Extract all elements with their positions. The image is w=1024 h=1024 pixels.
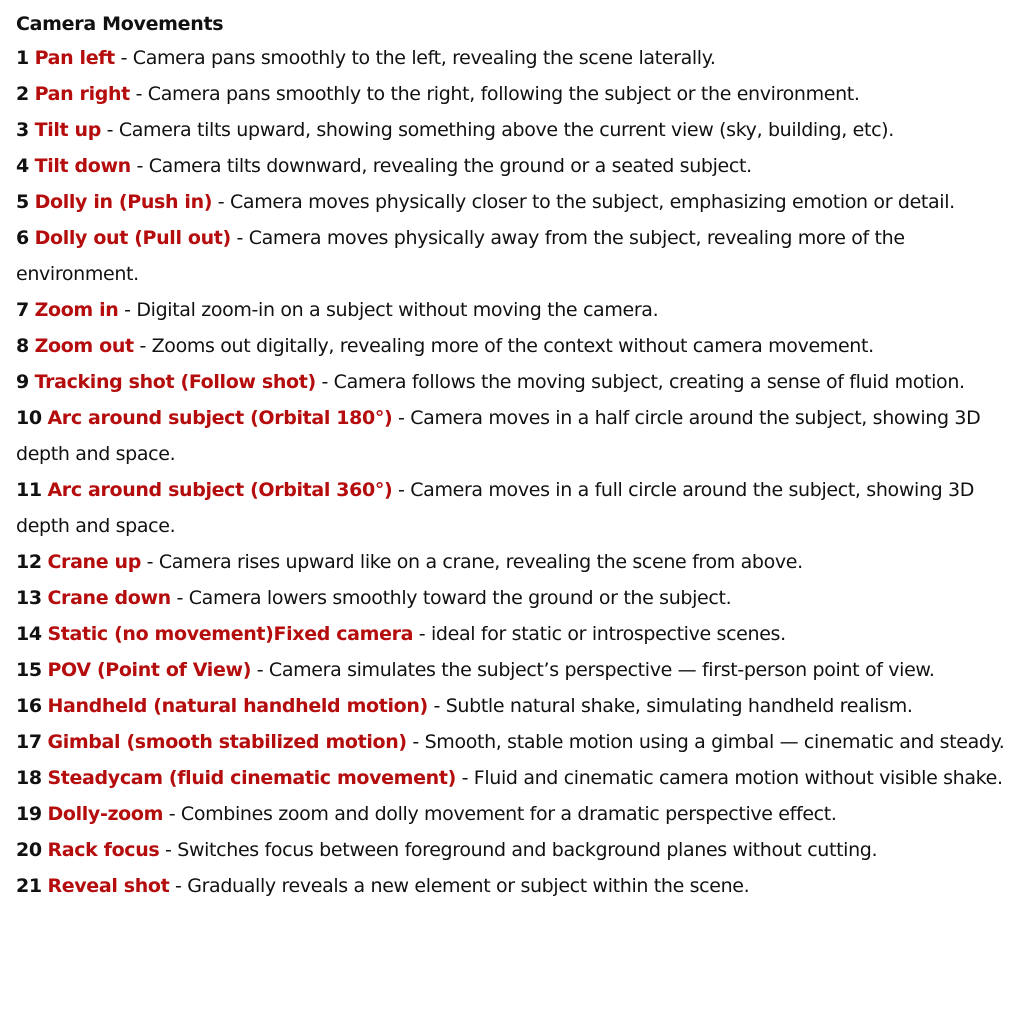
item-term: Gimbal (smooth stabilized motion): [47, 731, 407, 753]
item-term: Zoom out: [34, 335, 134, 357]
list-item: [16, 724, 1016, 760]
item-description: - Camera moves in a half circle around the subject, showing 3D depth and space.: [16, 407, 981, 465]
list-item: [16, 40, 1016, 76]
item-number: 8: [16, 335, 29, 357]
item-term: Crane down: [47, 587, 171, 609]
list-item: [16, 868, 1016, 904]
item-description: - Camera pans smoothly to the left, revealing the scene laterally.: [114, 47, 716, 69]
list-item: [16, 112, 1016, 148]
item-number: 13: [16, 587, 42, 609]
item-description: - Camera tilts upward, showing something above the current view (sky, building, etc).: [100, 119, 894, 141]
item-number: 5: [16, 191, 29, 213]
item-number: 1: [16, 47, 29, 69]
list-item: [16, 364, 1016, 400]
item-term: Zoom in: [34, 299, 119, 321]
list-item: [16, 400, 1016, 472]
item-description: - Fluid and cinematic camera motion without visible shake.: [455, 767, 1003, 789]
item-description: - Camera follows the moving subject, creating a sense of fluid motion.: [315, 371, 965, 393]
item-term: Dolly-zoom: [47, 803, 164, 825]
list-item: [16, 292, 1016, 328]
item-description: - Camera moves in a full circle around the subject, showing 3D depth and space.: [16, 479, 975, 537]
item-term: Dolly out (Pull out): [34, 227, 231, 249]
item-number: 4: [16, 155, 29, 177]
item-description: - Camera moves physically closer to the subject, emphasizing emotion or detail.: [212, 191, 955, 213]
item-term: Reveal shot: [47, 875, 170, 897]
list-item: [16, 832, 1016, 868]
list-item: [16, 472, 1016, 544]
item-number: 12: [16, 551, 42, 573]
item-number: 19: [16, 803, 42, 825]
item-number: 14: [16, 623, 42, 645]
camera-movements-document: [16, 8, 1016, 904]
item-term: Pan left: [34, 47, 115, 69]
item-term: Arc around subject (Orbital 180°): [47, 407, 393, 429]
item-term: Static (no movement)Fixed camera: [47, 623, 414, 645]
item-number: 18: [16, 767, 42, 789]
item-number: 17: [16, 731, 42, 753]
item-term: Tracking shot (Follow shot): [34, 371, 316, 393]
item-term: Steadycam (fluid cinematic movement): [47, 767, 456, 789]
list-item: [16, 220, 1016, 292]
document-title: Camera Movements: [16, 13, 224, 35]
list-item: [16, 328, 1016, 364]
list-item: [16, 760, 1016, 796]
item-number: 15: [16, 659, 42, 681]
item-term: Rack focus: [47, 839, 160, 861]
list-item: [16, 616, 1016, 652]
item-description: - Camera lowers smoothly toward the ground or the subject.: [170, 587, 732, 609]
item-description: - Camera rises upward like on a crane, revealing the scene from above.: [140, 551, 803, 573]
item-description: - Subtle natural shake, simulating handheld realism.: [427, 695, 913, 717]
item-number: 16: [16, 695, 42, 717]
item-description: - Combines zoom and dolly movement for a dramatic perspective effect.: [163, 803, 837, 825]
item-number: 11: [16, 479, 42, 501]
item-number: 7: [16, 299, 29, 321]
list-item: [16, 796, 1016, 832]
list-item: [16, 148, 1016, 184]
item-term: Tilt down: [34, 155, 131, 177]
list-item: [16, 580, 1016, 616]
item-number: 3: [16, 119, 29, 141]
item-description: - Camera tilts downward, revealing the ground or a seated subject.: [130, 155, 752, 177]
list-item: [16, 688, 1016, 724]
item-number: 6: [16, 227, 29, 249]
item-term: Arc around subject (Orbital 360°): [47, 479, 393, 501]
item-term: Handheld (natural handheld motion): [47, 695, 428, 717]
list-item: [16, 184, 1016, 220]
item-number: 9: [16, 371, 29, 393]
item-number: 2: [16, 83, 29, 105]
movement-list: [16, 40, 1016, 904]
item-description: - Smooth, stable motion using a gimbal — cinematic and steady.: [406, 731, 1005, 753]
list-item: [16, 544, 1016, 580]
item-number: 20: [16, 839, 42, 861]
list-item: [16, 76, 1016, 112]
list-item: [16, 652, 1016, 688]
item-number: 10: [16, 407, 42, 429]
item-term: POV (Point of View): [47, 659, 252, 681]
item-description: - Camera simulates the subject’s perspective — first-person point of view.: [251, 659, 935, 681]
item-description: - Gradually reveals a new element or subject within the scene.: [169, 875, 750, 897]
item-term: Pan right: [34, 83, 130, 105]
item-term: Dolly in (Push in): [34, 191, 213, 213]
item-description: - Digital zoom-in on a subject without moving the camera.: [118, 299, 659, 321]
item-term: Crane up: [47, 551, 141, 573]
item-description: - ideal for static or introspective scenes.: [413, 623, 786, 645]
item-number: 21: [16, 875, 42, 897]
item-description: - Camera moves physically away from the subject, revealing more of the environment.: [16, 227, 905, 285]
item-description: - Camera pans smoothly to the right, following the subject or the environment.: [129, 83, 860, 105]
item-description: - Zooms out digitally, revealing more of the context without camera movement.: [133, 335, 874, 357]
item-description: - Switches focus between foreground and background planes without cutting.: [159, 839, 878, 861]
item-term: Tilt up: [34, 119, 101, 141]
